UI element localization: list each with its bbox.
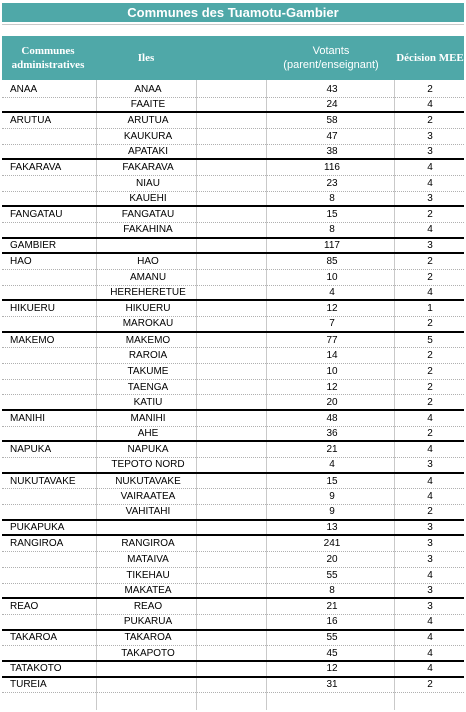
votants-cell: 13	[326, 522, 338, 534]
table-row	[2, 254, 464, 270]
ile-cell: AMANU	[129, 271, 167, 283]
table-row	[2, 333, 464, 349]
table-body	[2, 82, 464, 693]
ile-cell: AHE	[137, 428, 159, 440]
header-ile-text: Iles	[137, 52, 155, 64]
commune-cell	[10, 552, 100, 567]
votants-cell: 16	[326, 616, 338, 628]
table-row	[2, 646, 464, 662]
decision-cell: 3	[427, 130, 433, 142]
ile-cell: NUKUTAVAKE	[115, 475, 181, 487]
decision-cell: 2	[427, 256, 433, 268]
table-row	[2, 411, 464, 427]
votants-cell: 77	[326, 334, 338, 346]
commune-cell	[10, 568, 100, 583]
ile-cell: MAROKAU	[122, 318, 174, 330]
empty-row-gridline	[2, 24, 464, 25]
decision-cell: 4	[427, 287, 433, 299]
decision-cell: 2	[427, 679, 433, 691]
ile-cell: FAKARAVA	[122, 162, 174, 174]
decision-cell: 4	[427, 647, 433, 659]
commune-cell	[10, 129, 100, 144]
votants-cell: 116	[324, 162, 340, 174]
decision-cell: 3	[427, 193, 433, 205]
votants-cell: 45	[326, 647, 338, 659]
votants-cell: 9	[329, 491, 335, 503]
ile-cell: ANAA	[134, 83, 162, 95]
decision-cell: 3	[427, 538, 433, 550]
decision-cell: 4	[427, 663, 433, 675]
ile-cell: MAKATEA	[124, 584, 172, 596]
commune-cell: HIKUERU	[10, 303, 56, 315]
commune-cell	[10, 145, 100, 159]
table-row	[2, 82, 464, 98]
decision-cell: 4	[427, 569, 433, 581]
commune-cell	[10, 584, 100, 598]
table-row	[2, 270, 464, 286]
commune-cell: TAKAROA	[10, 632, 58, 644]
header-commune-line1: Communes	[21, 45, 75, 57]
commune-cell: MAKEMO	[10, 334, 55, 346]
table-row	[2, 145, 464, 161]
ile-cell: FAKAHINA	[123, 224, 173, 236]
ile-cell: MATAIVA	[127, 553, 169, 565]
table-row	[2, 599, 464, 615]
ile-cell: RAROIA	[128, 350, 168, 362]
ile-cell	[98, 521, 198, 535]
table-row	[2, 536, 464, 552]
ile-cell: FANGATAU	[121, 209, 175, 221]
commune-cell: HAO	[10, 256, 32, 268]
ile-cell: TAKAPOTO	[121, 647, 175, 659]
header-decision	[396, 36, 464, 80]
table-row	[2, 552, 464, 568]
ile-cell: VAHITAHI	[125, 506, 171, 518]
ile-cell: TAKUME	[127, 365, 169, 377]
table-row	[2, 568, 464, 584]
decision-cell: 5	[427, 334, 433, 346]
ile-cell: TAENGA	[127, 381, 169, 393]
decision-cell: 3	[427, 553, 433, 565]
commune-cell: FANGATAU	[10, 209, 63, 221]
sheet-title-text: Communes des Tuamotu-Gambier	[127, 5, 339, 20]
ile-cell: HIKUERU	[125, 303, 171, 315]
decision-cell: 4	[427, 177, 433, 189]
ile-cell: TIKEHAU	[126, 569, 170, 581]
votants-cell: 15	[326, 209, 338, 221]
decision-cell: 2	[427, 350, 433, 362]
decision-cell: 4	[427, 475, 433, 487]
ile-cell	[98, 678, 198, 693]
commune-cell	[10, 98, 100, 112]
decision-cell: 4	[427, 616, 433, 628]
commune-cell: TATAKOTO	[10, 663, 62, 675]
header-votants-line1: Votants	[312, 45, 350, 57]
commune-cell	[10, 427, 100, 441]
ile-cell: KAUKURA	[123, 130, 173, 142]
table-row	[2, 129, 464, 145]
commune-cell: TUREIA	[10, 679, 47, 691]
decision-cell: 2	[427, 428, 433, 440]
decision-cell: 4	[427, 632, 433, 644]
table-row	[2, 160, 464, 176]
ile-cell: FAAITE	[130, 99, 166, 110]
commune-cell	[10, 176, 100, 191]
votants-cell: 55	[326, 632, 338, 644]
ile-cell: HAO	[137, 256, 159, 268]
table-row	[2, 364, 464, 380]
ile-cell: KATIU	[133, 396, 163, 408]
votants-cell: 47	[326, 130, 338, 142]
table-row	[2, 489, 464, 505]
votants-cell: 14	[326, 350, 338, 362]
ile-cell: HEREHERETUE	[110, 287, 186, 299]
table-row	[2, 458, 464, 474]
ile-cell: APATAKI	[127, 146, 168, 158]
commune-cell: MANIHI	[10, 412, 45, 424]
header-decision-text: Décision MEE	[396, 52, 464, 64]
commune-cell	[10, 458, 100, 472]
table-row	[2, 505, 464, 521]
table-row	[2, 176, 464, 192]
votants-cell: 43	[326, 83, 338, 95]
votants-cell: 20	[326, 396, 338, 408]
votants-cell: 8	[329, 193, 335, 205]
commune-cell	[10, 192, 100, 206]
table-header	[2, 36, 464, 80]
decision-cell: 2	[427, 209, 433, 221]
ile-cell: TAKAROA	[124, 632, 172, 644]
decision-cell: 2	[427, 396, 433, 408]
votants-cell: 48	[326, 412, 338, 424]
commune-cell	[10, 505, 100, 519]
table-row	[2, 113, 464, 129]
decision-cell: 3	[427, 584, 433, 596]
votants-cell: 241	[323, 538, 341, 550]
decision-cell: 2	[427, 365, 433, 377]
commune-cell	[10, 223, 100, 237]
commune-cell: RANGIROA	[10, 538, 64, 550]
ile-cell: REAO	[133, 601, 163, 612]
commune-cell	[10, 286, 100, 300]
votants-cell: 31	[326, 679, 338, 691]
commune-cell	[10, 646, 100, 660]
votants-cell: 12	[326, 303, 338, 315]
decision-cell: 4	[427, 99, 433, 110]
ile-cell: MAKEMO	[125, 334, 171, 346]
ile-cell: NAPUKA	[127, 444, 169, 456]
header-commune-line2: administratives	[11, 59, 85, 71]
table-row	[2, 223, 464, 239]
votants-cell: 8	[329, 584, 335, 596]
votants-cell: 117	[324, 240, 340, 252]
commune-cell: ARUTUA	[10, 115, 52, 127]
votants-cell: 20	[326, 553, 338, 565]
decision-cell: 3	[427, 522, 433, 534]
ile-cell	[98, 662, 198, 676]
commune-cell: GAMBIER	[10, 240, 57, 252]
commune-cell: REAO	[10, 601, 39, 612]
commune-cell	[10, 364, 100, 379]
ile-cell: PUKARUA	[123, 616, 173, 628]
decision-cell: 2	[427, 318, 433, 330]
table-row	[2, 584, 464, 600]
ile-cell: ARUTUA	[127, 115, 169, 127]
votants-cell: 15	[326, 475, 338, 487]
table-row	[2, 301, 464, 317]
decision-cell: 4	[427, 412, 433, 424]
table-row	[2, 521, 464, 537]
table-row	[2, 348, 464, 364]
commune-cell	[10, 317, 100, 331]
table-row	[2, 631, 464, 647]
commune-cell	[10, 395, 100, 409]
ile-cell: KAUEHI	[129, 193, 167, 205]
table-row	[2, 474, 464, 490]
table-row	[2, 395, 464, 411]
commune-cell: PUKAPUKA	[10, 522, 65, 534]
votants-cell: 21	[326, 444, 338, 456]
table-row	[2, 317, 464, 333]
table-row	[2, 380, 464, 396]
commune-cell: NAPUKA	[10, 444, 52, 456]
header-commune	[2, 36, 94, 80]
ile-cell	[98, 239, 198, 253]
ile-cell: NIAU	[136, 177, 160, 189]
table-row	[2, 662, 464, 678]
votants-cell: 12	[326, 381, 338, 393]
table-row	[2, 286, 464, 302]
votants-cell: 4	[329, 459, 335, 471]
table-row	[2, 207, 464, 223]
commune-cell: NUKUTAVAKE	[10, 475, 76, 487]
votants-cell: 23	[326, 177, 338, 189]
decision-cell: 2	[427, 271, 433, 283]
votants-cell: 21	[326, 601, 338, 612]
votants-cell: 36	[326, 428, 338, 440]
decision-cell: 4	[427, 162, 433, 174]
ile-cell: TEPOTO NORD	[111, 459, 185, 471]
commune-cell: FAKARAVA	[10, 162, 62, 174]
votants-cell: 9	[329, 506, 335, 518]
votants-cell: 24	[326, 99, 338, 110]
votants-cell: 7	[329, 318, 335, 330]
decision-cell: 3	[427, 459, 433, 471]
decision-cell: 3	[427, 240, 433, 252]
table-row	[2, 678, 464, 694]
sheet-title	[2, 3, 464, 22]
decision-cell: 2	[427, 381, 433, 393]
decision-cell: 2	[427, 83, 433, 95]
votants-cell: 8	[329, 224, 335, 236]
commune-cell	[10, 270, 100, 285]
commune-cell: ANAA	[10, 83, 38, 95]
votants-cell: 38	[326, 146, 338, 158]
ile-cell: RANGIROA	[121, 538, 175, 550]
votants-cell: 12	[326, 663, 338, 675]
commune-cell	[10, 348, 100, 363]
table-row	[2, 427, 464, 443]
commune-cell	[10, 489, 100, 504]
decision-cell: 2	[427, 506, 433, 518]
ile-cell: VAIRAATEA	[120, 491, 176, 503]
votants-cell: 10	[326, 271, 338, 283]
votants-cell: 4	[329, 287, 335, 299]
header-votants-line2: (parent/enseignant)	[283, 59, 379, 71]
decision-cell: 3	[427, 601, 433, 612]
header-votants	[266, 36, 396, 80]
decision-cell: 4	[427, 491, 433, 503]
table-row	[2, 98, 464, 114]
votants-cell: 85	[326, 256, 338, 268]
votants-cell: 10	[326, 365, 338, 377]
decision-cell: 4	[427, 444, 433, 456]
decision-cell: 3	[427, 146, 433, 158]
decision-cell: 2	[427, 115, 433, 127]
decision-cell: 1	[427, 303, 433, 315]
decision-cell: 4	[427, 224, 433, 236]
votants-cell: 58	[326, 115, 338, 127]
commune-cell	[10, 380, 100, 395]
table-row	[2, 192, 464, 208]
table-row	[2, 442, 464, 458]
votants-cell: 55	[326, 569, 338, 581]
ile-cell: MANIHI	[130, 412, 166, 424]
table-row	[2, 615, 464, 631]
table-row	[2, 239, 464, 255]
header-ile	[94, 36, 198, 80]
commune-cell	[10, 615, 100, 629]
